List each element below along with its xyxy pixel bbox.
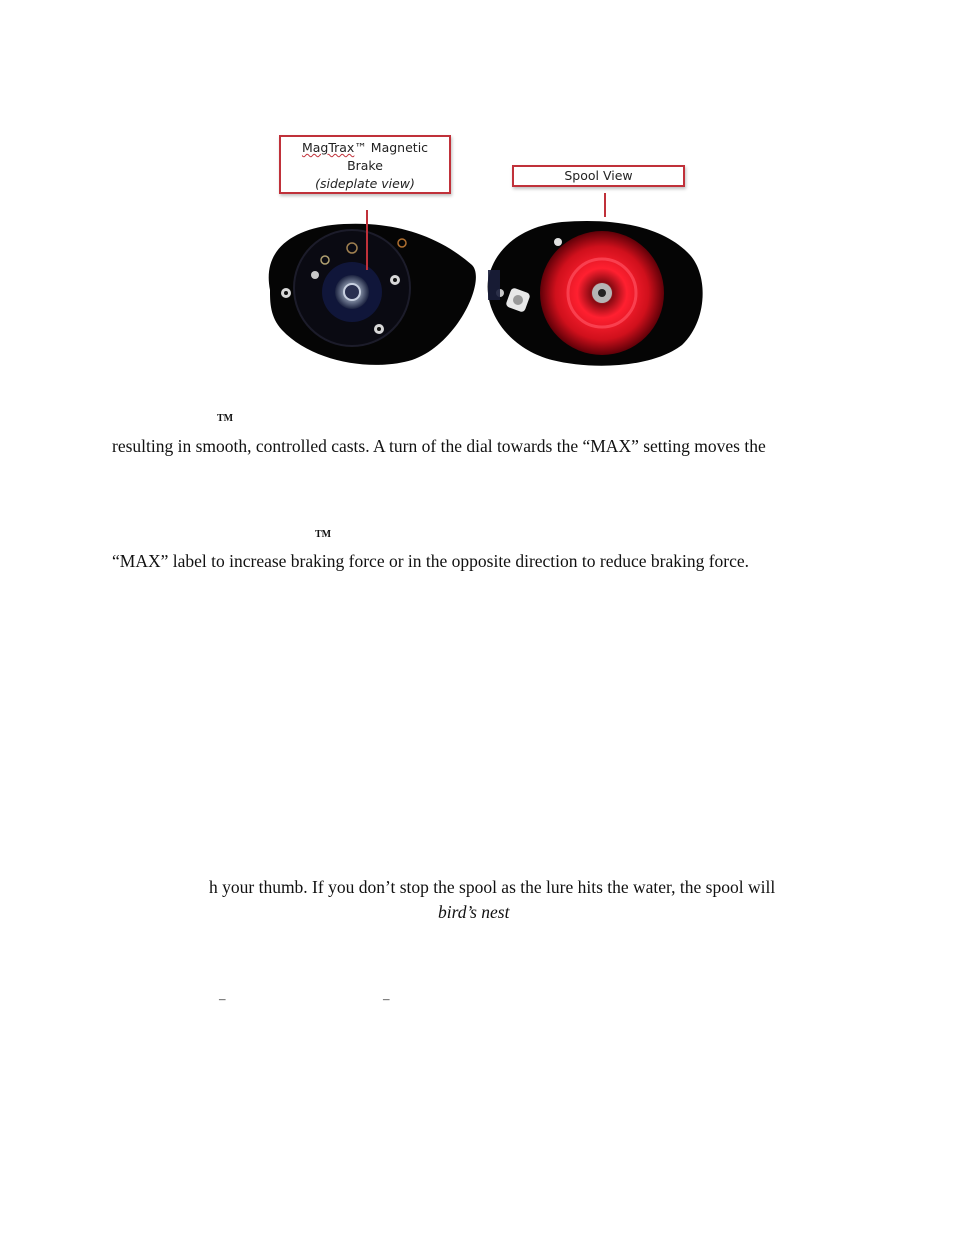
callout-brake-line2: Brake — [347, 158, 383, 173]
trademark-mark-2: TM — [315, 529, 332, 540]
spool-leader-line — [604, 193, 606, 217]
dash-2: – — [383, 991, 390, 1006]
magtrax-word: MagTrax — [301, 140, 355, 155]
spool-view-callout: Spool View — [512, 165, 685, 187]
paragraph-line-2: “MAX” label to increase braking force or in the opposite direction to reduce braking force. — [112, 551, 750, 571]
dash-1: – — [219, 991, 226, 1006]
magnetic-word: ™ Magnetic — [354, 140, 429, 155]
sideplate-photo — [269, 224, 476, 365]
callout-brake-line1 — [281, 139, 449, 157]
paragraph-line-1: resulting in smooth, controlled casts. A turn of the dial towards the “MAX” setting moves the — [112, 436, 766, 456]
spool-photo — [488, 221, 703, 366]
birds-nest-italic: bird’s nest — [438, 902, 510, 922]
callout-brake-line3: (sideplate view) — [315, 176, 415, 191]
trademark-mark-1: TM — [217, 413, 234, 424]
magnetic-brake-callout — [279, 135, 451, 194]
paragraph-line-3: h your thumb. If you don’t stop the spool as the lure hits the water, the spool will — [209, 877, 776, 897]
brake-leader-line — [366, 210, 368, 270]
